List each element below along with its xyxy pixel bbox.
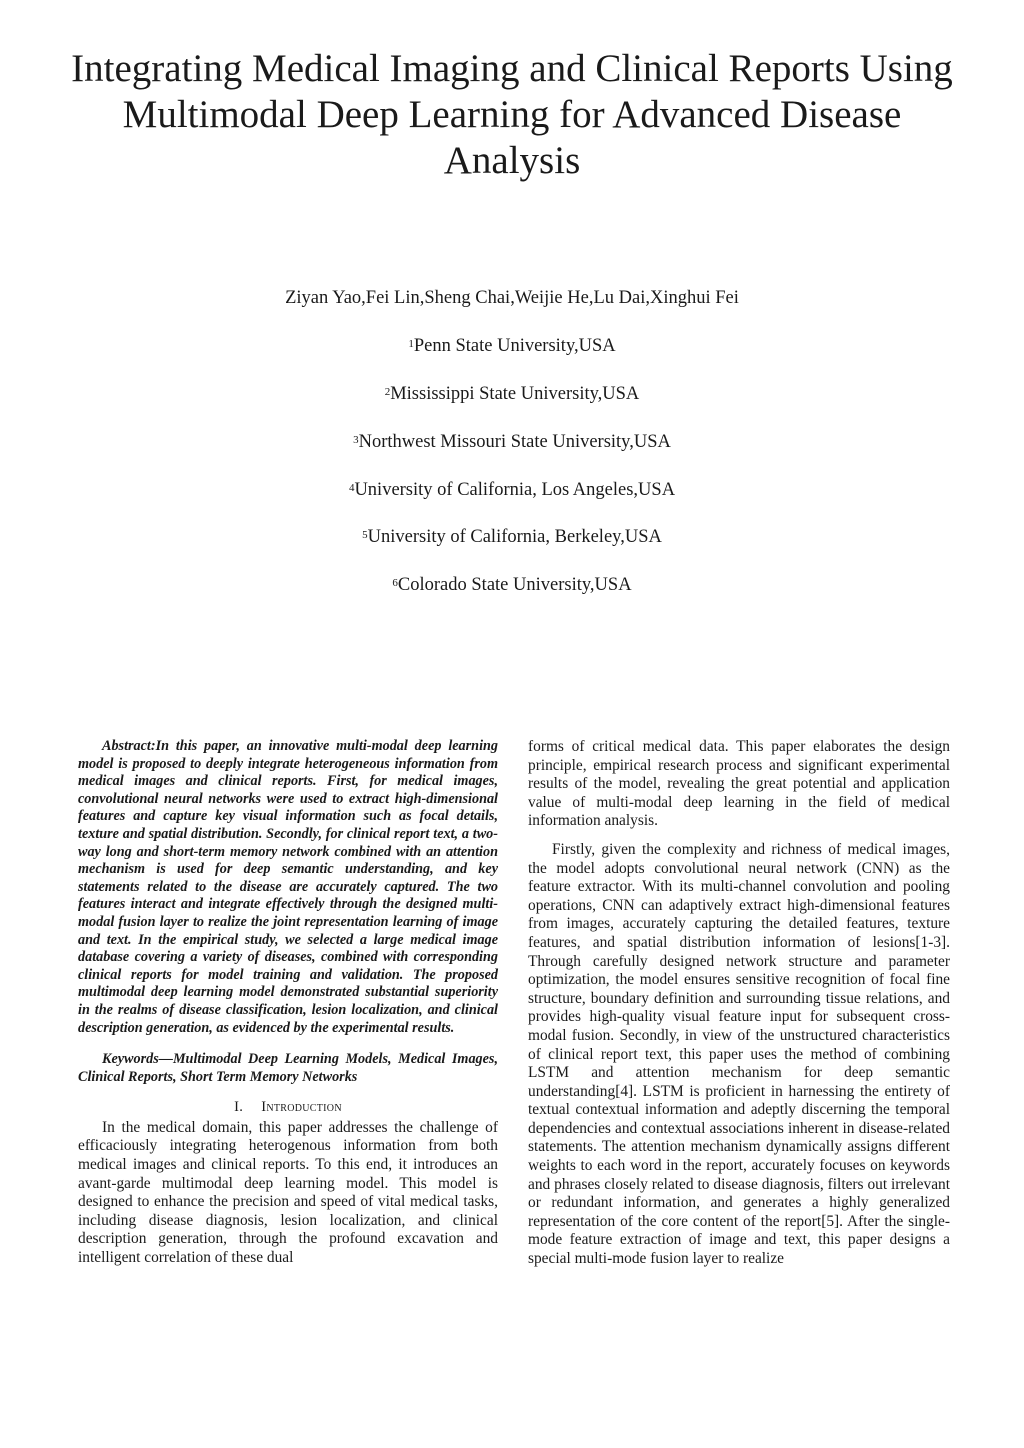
affiliation-6 [0, 573, 1024, 597]
intro-paragraph-1-continued: forms of critical medical data. This paper elaborates the design principle, empirical research process and significant experimental results of the model, revealing the great potential and application value of multi-modal deep learning in the field of medical information analysis. [528, 738, 950, 830]
affiliation-1 [0, 334, 1024, 358]
affiliation-number: 2 [384, 386, 391, 398]
affiliation-number: 3 [353, 434, 359, 446]
affiliation-2 [0, 382, 1024, 406]
affiliation-name: Penn State University,USA [413, 336, 616, 356]
keywords: Keywords—Multimodal Deep Learning Models, Medical Images, Clinical Reports, Short Term Memory Networks [78, 1051, 498, 1085]
affiliation-name: University of California, Los Angeles,USA [354, 480, 676, 500]
affiliation-number: 6 [392, 577, 398, 589]
abstract: Abstract:In this paper, an innovative multi-modal deep learning model is proposed to deeply integrate heterogeneous information from medical images and clinical reports. First, for medical images, convolutional neural networks were used to extract high-dimensional features and capture key visual information such as focal details, texture and spatial distribution. Secondly, for clinical report text, a two-way long and short-term memory network combined with an attention mechanism is used for deep semantic understanding, and key statements related to the disease are accurately captured. The two features interact and integrate effectively through the designed multi-modal fusion layer to realize the joint representation learning of image and text. In the empirical study, we selected a large medical image database covering a variety of diseases, combined with corresponding clinical reports for model training and validation. The proposed multimodal deep learning model demonstrated substantial superiority in the realms of disease classification, lesion localization, and clinical description generation, as evidenced by the experimental results. [78, 738, 498, 1036]
affiliation-number: 5 [362, 529, 368, 541]
affiliation-4 [0, 478, 1024, 502]
intro-paragraph-1: In the medical domain, this paper addresses the challenge of efficaciously integrating heterogenous information from both medical images and clinical reports. To this end, it introduces an avant-garde multimodal deep learning model. This model is designed to enhance the precision and speed of vital medical tasks, including disease diagnosis, lesion localization, and clinical description generation, through the profound excavation and intelligent correlation of these dual [78, 1118, 498, 1267]
affiliation-number: 4 [348, 482, 355, 494]
paper-title: Integrating Medical Imaging and Clinical Reports Using Multimodal Deep Learning for Advanced Disease Analysis [71, 47, 953, 182]
affiliation-name: Colorado State University,USA [397, 575, 632, 595]
section-heading [78, 1098, 498, 1117]
left-column [78, 738, 498, 1278]
affiliation-number: 1 [408, 338, 414, 350]
section-number: I. [234, 1099, 244, 1116]
author-list: Ziyan Yao,Fei Lin,Sheng Chai,Weijie He,Lu Dai,Xinghui Fei [285, 288, 739, 308]
right-column [528, 738, 950, 1279]
intro-paragraph-2: Firstly, given the complexity and richness of medical images, the model adopts convolutional neural network (CNN) as the feature extractor. With its multi-channel convolution and pooling operations, CNN can adaptively extract high-dimensional features from images, accurately capturing the detailed features, texture features, and spatial distribution information of lesions[1-3]. Through carefully designed network structure and parameter optimization, the model ensures sensitive recognition of focal fine structure, boundary definition and surrounding tissue relations, and provides high-quality visual feature input for subsequent cross-modal fusion. Secondly, in view of the unstructured characteristics of clinical report text, this paper uses the method of combining LSTM and attention mechanism for deep semantic understanding[4]. LSTM is proficient in harnessing the entirety of textual contextual information and adeptly discerning the temporal dependencies and contextual associations inherent in disease-related statements. The attention mechanism dynamically assigns different weights to each word in the report, accurately focuses on keywords and phrases closely related to disease diagnosis, filters out irrelevant or redundant information, and generates a highly generalized representation of the core content of the report[5]. After the single-mode feature extraction of image and text, this paper designs a special multi-mode fusion layer to realize [528, 840, 950, 1268]
affiliation-name: University of California, Berkeley,USA [367, 527, 662, 547]
affiliation-5 [0, 525, 1024, 549]
affiliation-3 [0, 430, 1024, 454]
affiliation-name: Mississippi State University,USA [390, 384, 640, 404]
affiliation-name: Northwest Missouri State University,USA [358, 432, 671, 452]
section-title: Introduction [261, 1099, 342, 1116]
